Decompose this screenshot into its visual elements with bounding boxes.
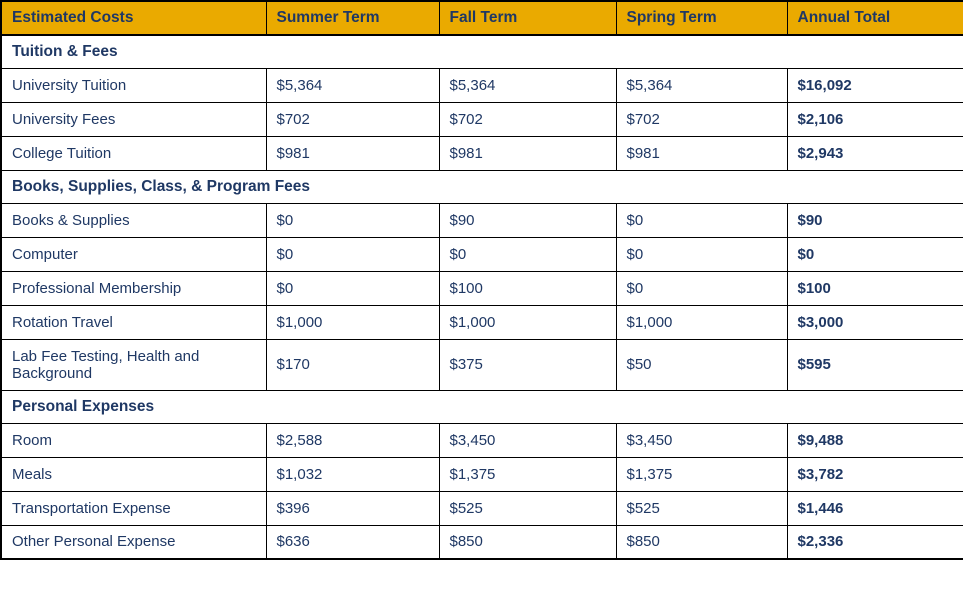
term-value: $3,450 — [616, 423, 787, 457]
row-label: Professional Membership — [1, 271, 266, 305]
annual-total-value: $2,943 — [787, 136, 963, 170]
term-value: $375 — [439, 339, 616, 390]
section-row — [1, 390, 963, 423]
term-value: $702 — [439, 102, 616, 136]
row-label: Meals — [1, 457, 266, 491]
section-title: Tuition & Fees — [1, 35, 963, 68]
row-label: Lab Fee Testing, Health and Background — [1, 339, 266, 390]
annual-total-value: $0 — [787, 237, 963, 271]
annual-total-value: $595 — [787, 339, 963, 390]
term-value: $1,375 — [439, 457, 616, 491]
term-value: $702 — [266, 102, 439, 136]
term-value: $0 — [616, 271, 787, 305]
annual-total-value: $16,092 — [787, 68, 963, 102]
term-value: $5,364 — [266, 68, 439, 102]
table-row — [1, 491, 963, 525]
annual-total-value: $3,000 — [787, 305, 963, 339]
annual-total-value: $3,782 — [787, 457, 963, 491]
annual-total-value: $2,106 — [787, 102, 963, 136]
term-value: $525 — [439, 491, 616, 525]
table-row — [1, 68, 963, 102]
term-value: $1,000 — [266, 305, 439, 339]
annual-total-value: $2,336 — [787, 525, 963, 559]
column-header-estimated-costs: Estimated Costs — [1, 1, 266, 35]
table-row — [1, 305, 963, 339]
section-row — [1, 170, 963, 203]
term-value: $170 — [266, 339, 439, 390]
term-value: $1,000 — [616, 305, 787, 339]
term-value: $0 — [266, 237, 439, 271]
row-label: University Tuition — [1, 68, 266, 102]
term-value: $981 — [439, 136, 616, 170]
annual-total-value: $1,446 — [787, 491, 963, 525]
table-row — [1, 457, 963, 491]
term-value: $525 — [616, 491, 787, 525]
table-row — [1, 339, 963, 390]
table-row — [1, 102, 963, 136]
term-value: $90 — [439, 203, 616, 237]
section-row — [1, 35, 963, 68]
table-body — [1, 35, 963, 559]
term-value: $50 — [616, 339, 787, 390]
column-header-spring-term: Spring Term — [616, 1, 787, 35]
table-row — [1, 136, 963, 170]
row-label: College Tuition — [1, 136, 266, 170]
row-label: Rotation Travel — [1, 305, 266, 339]
row-label: University Fees — [1, 102, 266, 136]
term-value: $0 — [616, 237, 787, 271]
term-value: $100 — [439, 271, 616, 305]
term-value: $5,364 — [616, 68, 787, 102]
term-value: $3,450 — [439, 423, 616, 457]
term-value: $981 — [266, 136, 439, 170]
column-header-fall-term: Fall Term — [439, 1, 616, 35]
row-label: Other Personal Expense — [1, 525, 266, 559]
table-row — [1, 525, 963, 559]
section-title: Personal Expenses — [1, 390, 963, 423]
row-label: Books & Supplies — [1, 203, 266, 237]
row-label: Transportation Expense — [1, 491, 266, 525]
term-value: $0 — [266, 203, 439, 237]
table-header-row — [1, 1, 963, 35]
table-row — [1, 237, 963, 271]
term-value: $0 — [616, 203, 787, 237]
term-value: $1,032 — [266, 457, 439, 491]
annual-total-value: $100 — [787, 271, 963, 305]
table-row — [1, 423, 963, 457]
term-value: $981 — [616, 136, 787, 170]
column-header-summer-term: Summer Term — [266, 1, 439, 35]
term-value: $850 — [439, 525, 616, 559]
term-value: $0 — [266, 271, 439, 305]
term-value: $1,375 — [616, 457, 787, 491]
term-value: $396 — [266, 491, 439, 525]
row-label: Room — [1, 423, 266, 457]
table-row — [1, 203, 963, 237]
column-header-annual-total: Annual Total — [787, 1, 963, 35]
term-value: $0 — [439, 237, 616, 271]
annual-total-value: $9,488 — [787, 423, 963, 457]
term-value: $2,588 — [266, 423, 439, 457]
table-row — [1, 271, 963, 305]
row-label: Computer — [1, 237, 266, 271]
term-value: $702 — [616, 102, 787, 136]
section-title: Books, Supplies, Class, & Program Fees — [1, 170, 963, 203]
term-value: $850 — [616, 525, 787, 559]
term-value: $636 — [266, 525, 439, 559]
term-value: $1,000 — [439, 305, 616, 339]
annual-total-value: $90 — [787, 203, 963, 237]
term-value: $5,364 — [439, 68, 616, 102]
